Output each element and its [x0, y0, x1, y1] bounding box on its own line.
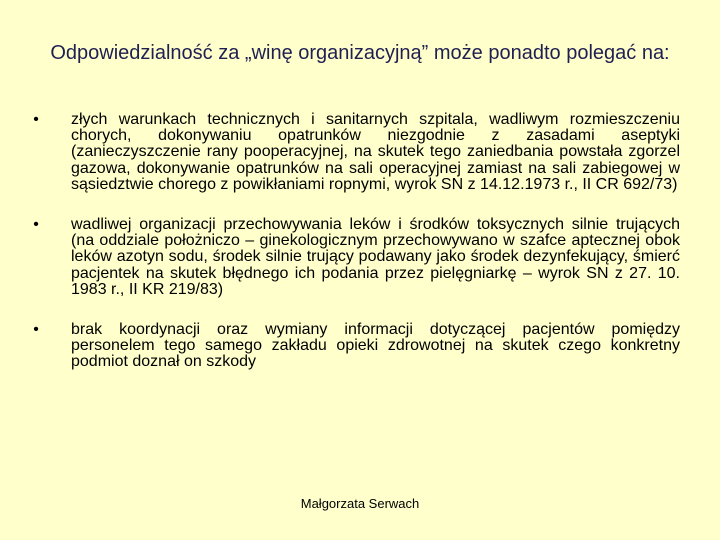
- bullet-item-1: [30, 112, 680, 193]
- bullet-text: złych warunkach technicznych i sanitarnych szpitala, wadliwym rozmieszczeniu chorych, dokonywaniu opatrunków niezgodnie z zasadami aseptyki (zanieczyszczenie rany pooperacyjnej, na skutek tego zaniedbania powstała zgorzel gazowa, dokonywanie opatrunków na sali operacyjnej zamiast na sali zabiegowej w sąsiedztwie chorego z powikłaniami ropnymi, wyrok SN z 14.12.1973 r., II CR 692/73): [71, 111, 680, 193]
- bullet-list: [30, 112, 680, 395]
- bullet-text: wadliwej organizacji przechowywania leków i środków toksycznych silnie trujących (na oddziale położniczo – ginekologicznym przechowywano w szafce aptecznej obok leków azotyn sodu, środek silnie trujący podawany jako środek dezynfekujący, śmierć pacjentek na skutek błędnego ich podania przez pielęgniarkę – wyrok SN z 27. 10. 1983 r., II KR 219/83): [71, 216, 680, 298]
- bullet-item-2: [30, 217, 680, 298]
- bullet-marker: •: [33, 216, 39, 234]
- bullet-marker: •: [33, 321, 39, 339]
- slide-title: Odpowiedzialność za „winę organizacyjną” może ponadto polegać na:: [50, 42, 670, 64]
- bullet-text: brak koordynacji oraz wymiany informacji dotyczącej pacjentów pomiędzy personelem tego samego zakładu opieki zdrowotnej na skutek czego konkretny podmiot doznał on szkody: [71, 321, 680, 371]
- bullet-item-3: [30, 322, 680, 371]
- bullet-marker: •: [33, 111, 39, 128]
- footer-author: Małgorzata Serwach: [300, 496, 420, 511]
